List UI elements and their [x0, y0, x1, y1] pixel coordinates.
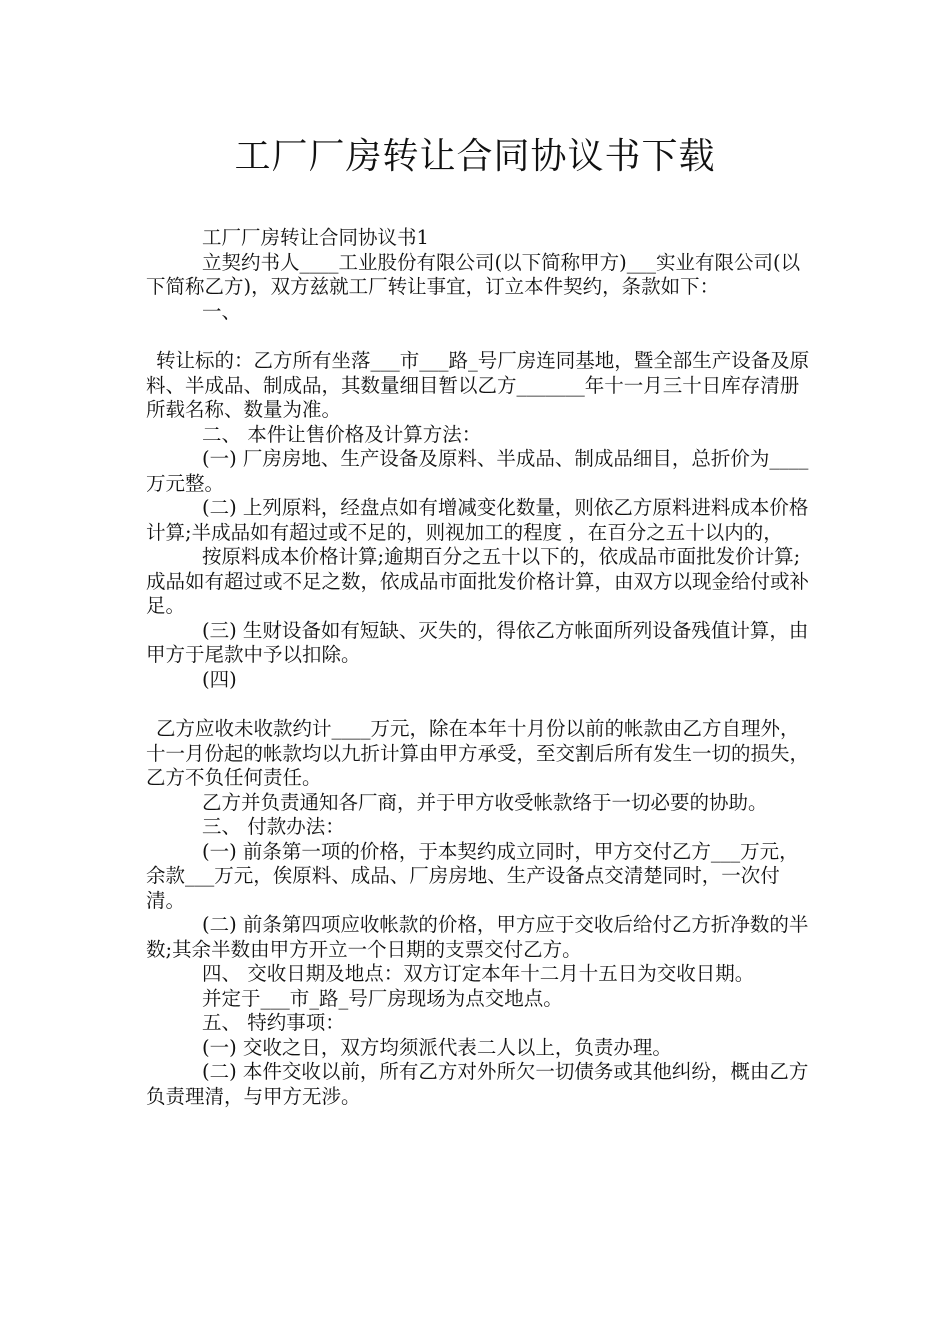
- paragraph: (二) 本件交收以前，所有乙方对外所欠一切债务或其他纠纷，概由乙方负责理清，与甲方无涉。: [146, 1060, 809, 1108]
- clause-heading: 三、 付款办法：: [202, 815, 345, 838]
- paragraph: (三) 生财设备如有短缺、灭失的，得依乙方帐面所列设备残值计算，由甲方于尾款中予以扣除。: [146, 618, 809, 666]
- paragraph: 转让标的：乙方所有坐落___市___路_号厂房连同基地，暨全部生产设备及原料、半成品、制成品，其数量细目暂以乙方_______年十一月三十日库存清册所载名称、数量为准。: [146, 349, 810, 421]
- paragraph: 立契约书人____工业股份有限公司(以下简称甲方)___实业有限公司(以下简称乙方)，双方兹就工厂转让事宜，订立本件契约，条款如下：: [146, 250, 801, 298]
- document-body: [146, 226, 816, 1109]
- blank-line: [146, 692, 816, 717]
- section-heading: 工厂厂房转让合同协议书1: [202, 226, 429, 249]
- paragraph: 乙方并负责通知各厂商，并于甲方收受帐款络于一切必要的协助。: [202, 790, 768, 814]
- paragraph: (一) 厂房房地、生产设备及原料、半成品、制成品细目，总折价为____万元整。: [146, 447, 809, 495]
- clause-heading: 五、 特约事项：: [202, 1011, 345, 1034]
- blank-line: [146, 324, 816, 349]
- paragraph: (二) 前条第四项应收帐款的价格，甲方应于交收后给付乙方折净数的半数;其余半数由甲方开立一个日期的支票交付乙方。: [146, 913, 809, 961]
- clause-number: 一、: [202, 299, 242, 323]
- paragraph: (二) 上列原料，经盘点如有增减变化数量，则依乙方原料进料成本价格计算;半成品如有超过或不足的，则视加工的程度 ，在百分之五十以内的，: [146, 496, 809, 544]
- paragraph: 乙方应收未收款约计____万元，除在本年十月份以前的帐款由乙方自理外，十一月份起的帐款均以九折计算由甲方承受，至交割后所有发生一切的损失，乙方不负任何责任。: [146, 717, 810, 789]
- paragraph: (一) 前条第一项的价格，于本契约成立同时，甲方交付乙方___万元，余款___万元，俟原料、成品、厂房房地、生产设备点交清楚同时，一次付清。: [146, 839, 799, 912]
- paragraph: (一) 交收之日，双方均须派代表二人以上，负责办理。: [202, 1035, 672, 1059]
- paragraph: 并定于___市_路_号厂房现场为点交地点。: [202, 986, 563, 1010]
- document-title: 工厂厂房转让合同协议书下载: [234, 136, 716, 177]
- clause-heading: 四、 交收日期及地点：双方订定本年十二月十五日为交收日期。: [202, 962, 755, 985]
- paragraph: 按原料成本价格计算;逾期百分之五十以下的，依成品市面批发价计算;成品如有超过或不足之数，依成品市面批发价格计算，由双方以现金给付或补足。: [146, 545, 810, 617]
- clause-number: (四): [202, 667, 237, 691]
- clause-heading: 二、 本件让售价格及计算方法：: [202, 422, 482, 446]
